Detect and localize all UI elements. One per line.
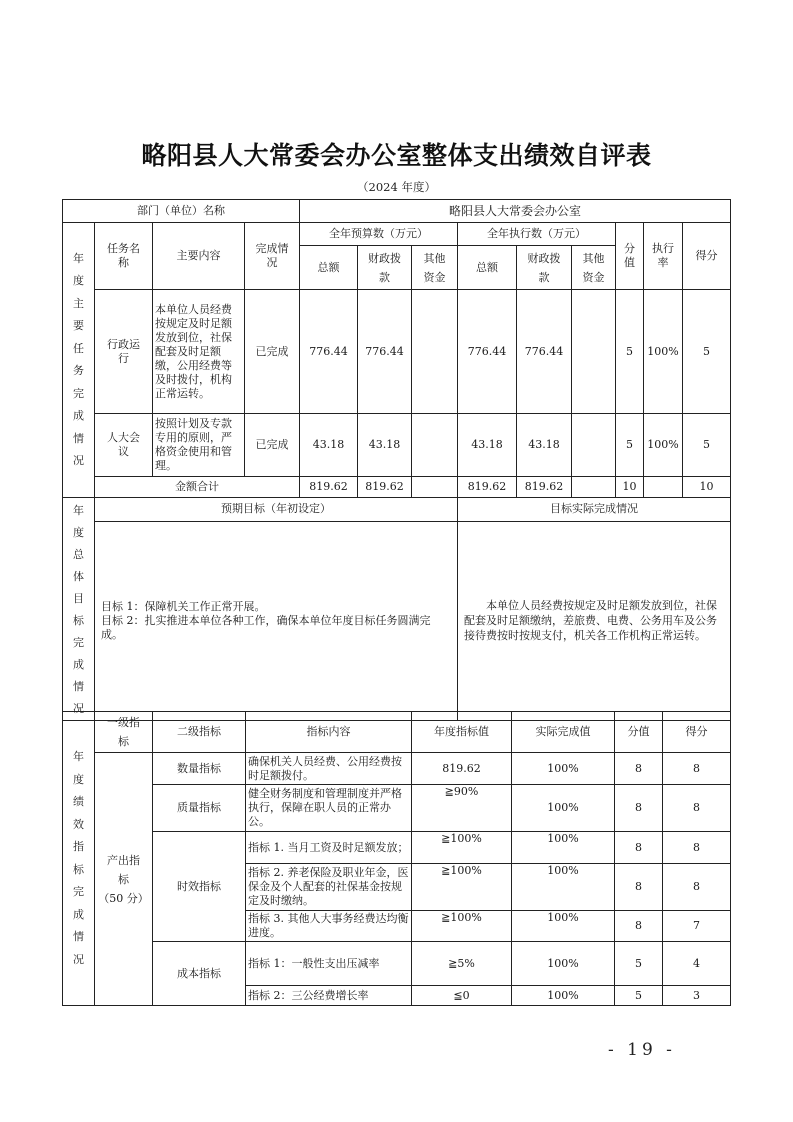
header-content: 指标内容	[246, 712, 412, 753]
indicator-actual: 100%	[512, 864, 615, 911]
actual-goals-header: 目标实际完成情况	[458, 498, 731, 522]
level1-output: 产出指 标 （50 分）	[95, 753, 153, 1006]
budget-other	[412, 290, 458, 414]
header-main-content: 主要内容	[153, 223, 245, 290]
indicator-score: 3	[663, 986, 731, 1006]
expected-goals-text: 目标 1：保障机关工作正常开展。 目标 2：扎实推进本单位各种工作，确保本单位年度目标任务圆满完成。	[95, 521, 458, 720]
indicator-content: 健全财务制度和管理制度并严格执行，保障在职人员的正常办公。	[246, 785, 412, 832]
section2-side-label: 年 度 总 体 目 标 完 成 情 况	[63, 498, 95, 721]
header-score-value: 分值	[615, 712, 663, 753]
task-content: 按照计划及专款专用的原则，严格资金使用和管理。	[153, 414, 245, 477]
total-exec-rate	[644, 477, 683, 498]
level2-quantity: 数量指标	[153, 753, 246, 785]
indicator-score: 8	[663, 753, 731, 785]
total-exec-fiscal: 819.62	[517, 477, 572, 498]
header-exec-other: 其他 资金	[572, 246, 616, 290]
indicator-score-value: 8	[615, 911, 663, 942]
score: 5	[683, 290, 731, 414]
task-completion: 已完成	[245, 414, 300, 477]
total-exec-total: 819.62	[458, 477, 517, 498]
header-score: 得分	[663, 712, 731, 753]
exec-rate: 100%	[644, 414, 683, 477]
indicator-content: 指标 1：一般性支出压减率	[246, 942, 412, 986]
task-content: 本单位人员经费按规定及时足额发放到位，社保配套及时足额缴，公用经费等及时拨付，机构正常运转。	[153, 290, 245, 414]
indicator-actual: 100%	[512, 832, 615, 864]
indicator-target: ≧90%	[412, 785, 512, 832]
header-budget-total: 总额	[300, 246, 358, 290]
budget-total: 43.18	[300, 414, 358, 477]
exec-total: 43.18	[458, 414, 517, 477]
indicator-score-value: 8	[615, 832, 663, 864]
total-budget-other	[412, 477, 458, 498]
indicator-score-value: 8	[615, 753, 663, 785]
performance-indicators-table	[62, 711, 731, 1006]
table-row	[63, 414, 731, 477]
indicator-score: 8	[663, 864, 731, 911]
exec-fiscal: 43.18	[517, 414, 572, 477]
indicator-actual: 100%	[512, 986, 615, 1006]
main-tasks-table	[62, 199, 731, 498]
indicator-score-value: 8	[615, 864, 663, 911]
total-row	[63, 477, 731, 498]
expected-goals-header: 预期目标（年初设定）	[95, 498, 458, 522]
table-row	[63, 290, 731, 414]
header-actual: 实际完成值	[512, 712, 615, 753]
header-exec-total: 总额	[458, 246, 517, 290]
section1-side-label: 年 度 主 要 任 务 完 成 情 况	[63, 223, 95, 498]
exec-other	[572, 414, 616, 477]
indicator-actual: 100%	[512, 911, 615, 942]
indicator-score-value: 8	[615, 785, 663, 832]
task-name: 行政运 行	[95, 290, 153, 414]
header-budget-fiscal: 财政拨 款	[358, 246, 412, 290]
indicator-target: ≧100%	[412, 864, 512, 911]
level2-timeliness: 时效指标	[153, 832, 246, 942]
total-label: 金额合计	[95, 477, 300, 498]
table-row	[63, 942, 731, 986]
indicator-actual: 100%	[512, 785, 615, 832]
header-annual-target: 年度指标值	[412, 712, 512, 753]
exec-other	[572, 290, 616, 414]
header-exec-rate: 执行 率	[644, 223, 683, 290]
actual-goals-text: 本单位人员经费按规定及时足额发放到位，社保配套及时足额缴纳，差旅费、电费、公务用车及公务接待费按时按规支付，机关各工作机构正常运转。	[458, 521, 731, 720]
total-score: 10	[683, 477, 731, 498]
indicator-target: ≧5%	[412, 942, 512, 986]
total-score-value: 10	[616, 477, 644, 498]
header-task-name: 任务名 称	[95, 223, 153, 290]
total-budget-fiscal: 819.62	[358, 477, 412, 498]
indicator-score-value: 5	[615, 942, 663, 986]
table-row	[63, 785, 731, 832]
header-level1: 一级指 标	[95, 712, 153, 753]
task-completion: 已完成	[245, 290, 300, 414]
indicator-content: 指标 1. 当月工资及时足额发放；	[246, 832, 412, 864]
indicator-score-value: 5	[615, 986, 663, 1006]
score: 5	[683, 414, 731, 477]
total-budget-total: 819.62	[300, 477, 358, 498]
table-row	[63, 753, 731, 785]
budget-fiscal: 776.44	[358, 290, 412, 414]
budget-fiscal: 43.18	[358, 414, 412, 477]
exec-total: 776.44	[458, 290, 517, 414]
task-name: 人大会 议	[95, 414, 153, 477]
indicator-content: 指标 3. 其他人大事务经费达均衡进度。	[246, 911, 412, 942]
page-number: - 19 -	[608, 1040, 676, 1060]
header-score-value: 分 值	[616, 223, 644, 290]
header-level2: 二级指标	[153, 712, 246, 753]
header-score: 得分	[683, 223, 731, 290]
table-row	[63, 832, 731, 864]
indicator-target: 819.62	[412, 753, 512, 785]
indicator-content: 指标 2. 养老保险及职业年金，医保金及个人配套的社保基金按规定及时缴纳。	[246, 864, 412, 911]
indicator-target: ≦0	[412, 986, 512, 1006]
overall-goals-table	[62, 497, 731, 721]
level2-cost: 成本指标	[153, 942, 246, 1006]
dept-label: 部门（单位）名称	[63, 200, 300, 223]
indicator-actual: 100%	[512, 753, 615, 785]
header-budget-other: 其他 资金	[412, 246, 458, 290]
indicator-target: ≧100%	[412, 832, 512, 864]
header-exec-group: 全年执行数（万元）	[458, 223, 616, 246]
document-title: 略阳县人大常委会办公室整体支出绩效自评表	[141, 141, 652, 170]
header-completion: 完成情 况	[245, 223, 300, 290]
score-value: 5	[616, 414, 644, 477]
exec-rate: 100%	[644, 290, 683, 414]
document-subtitle: （2024 年度）	[357, 180, 436, 194]
indicator-score: 8	[663, 832, 731, 864]
section3-side-label: 年 度 绩 效 指 标 完 成 情 况	[63, 712, 95, 1006]
indicator-score: 8	[663, 785, 731, 832]
header-exec-fiscal: 财政拨 款	[517, 246, 572, 290]
indicator-score: 4	[663, 942, 731, 986]
indicator-target: ≧100%	[412, 911, 512, 942]
indicator-actual: 100%	[512, 942, 615, 986]
indicator-score: 7	[663, 911, 731, 942]
indicator-content: 确保机关人员经费、公用经费按时足额拨付。	[246, 753, 412, 785]
header-budget-group: 全年预算数（万元）	[300, 223, 458, 246]
budget-total: 776.44	[300, 290, 358, 414]
total-exec-other	[572, 477, 616, 498]
dept-value: 略阳县人大常委会办公室	[300, 200, 731, 223]
indicator-content: 指标 2：三公经费增长率	[246, 986, 412, 1006]
level2-quality: 质量指标	[153, 785, 246, 832]
score-value: 5	[616, 290, 644, 414]
exec-fiscal: 776.44	[517, 290, 572, 414]
budget-other	[412, 414, 458, 477]
